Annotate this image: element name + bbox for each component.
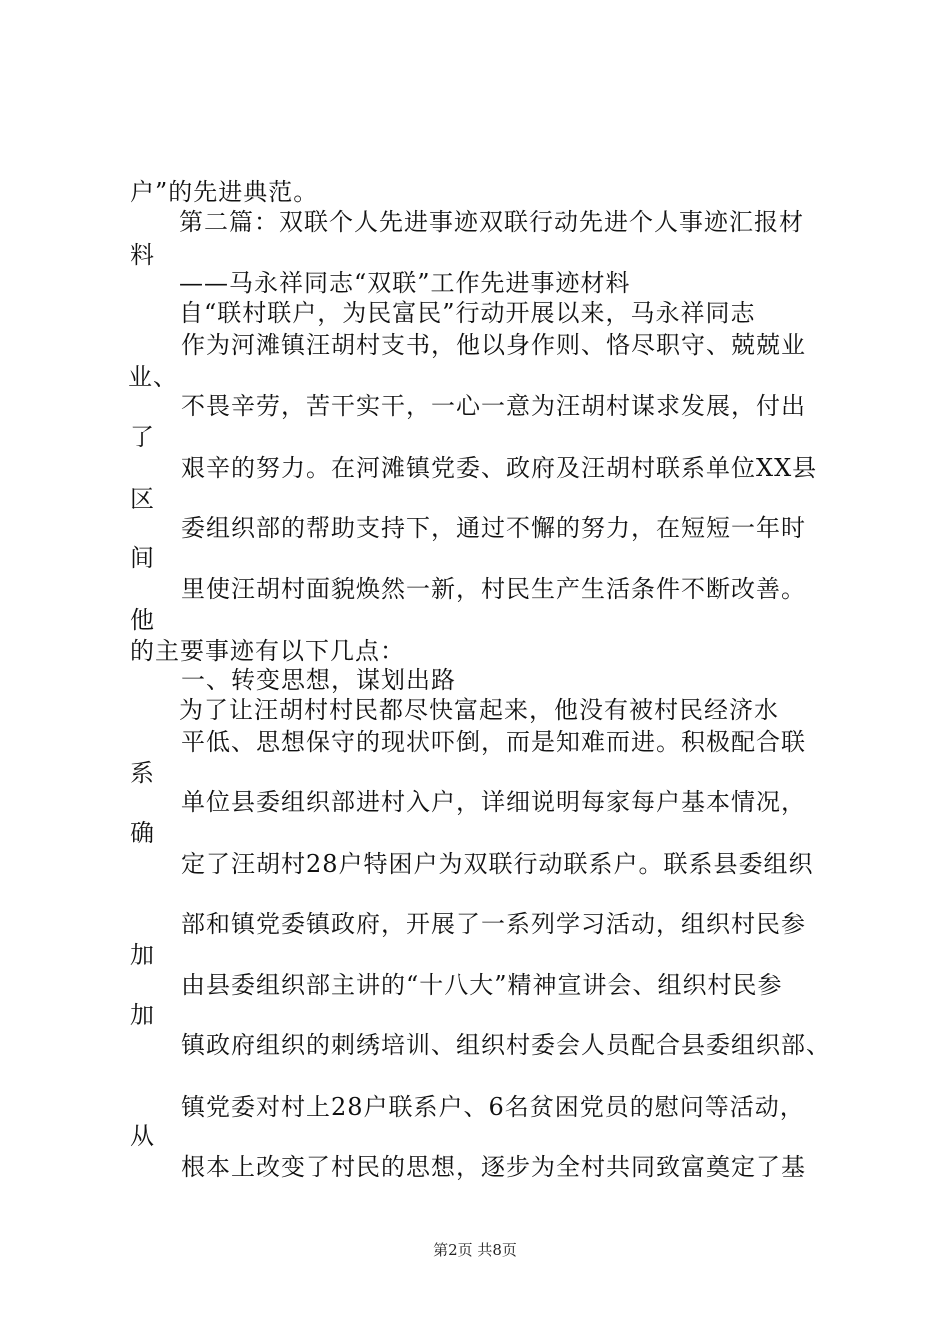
text-line: 里使汪胡村面貌焕然一新，村民生产生活条件不断改善。 [181,575,806,603]
text-line: 定了汪胡村28户特困户为双联行动联系户。联系县委组织 [181,850,814,878]
text-line: 部和镇党委镇政府，开展了一系列学习活动，组织村民参 [181,910,806,938]
text-line-wrap: 加 [130,941,155,969]
text-line-wrap: 业、 [128,363,178,391]
text-line-wrap: 了 [130,423,155,451]
subsection-heading: 一、转变思想，谋划出路 [181,666,456,694]
text-line: 自“联村联户，为民富民”行动开展以来，马永祥同志 [179,299,756,327]
text-line: 不畏辛劳，苦干实干，一心一意为汪胡村谋求发展，付出 [181,392,806,420]
text-line: 为了让汪胡村村民都尽快富起来，他没有被村民经济水 [179,696,779,724]
page-number-footer: 第2页 共8页 [433,1241,517,1259]
text-line: 作为河滩镇汪胡村支书，他以身作则、恪尽职守、兢兢业 [181,331,806,359]
text-line-wrap: 间 [130,544,155,572]
text-line-wrap: 区 [130,485,155,513]
section-heading-wrap: 料 [130,241,155,269]
text-line-wrap: 系 [130,759,155,787]
text-line-wrap: 加 [130,1001,155,1029]
text-line: 艰辛的努力。在河滩镇党委、政府及汪胡村联系单位XX县 [181,454,818,482]
text-line: 户”的先进典范。 [130,178,319,206]
text-line: 根本上改变了村民的思想，逐步为全村共同致富奠定了基 [181,1153,806,1181]
text-line-wrap: 从 [130,1122,155,1150]
text-line: 镇党委对村上28户联系户、6名贫困党员的慰问等活动， [181,1093,805,1121]
text-line: 单位县委组织部进村入户，详细说明每家每户基本情况， [181,788,806,816]
text-line: 平低、思想保守的现状吓倒，而是知难而进。积极配合联 [181,728,806,756]
text-line: 镇政府组织的刺绣培训、组织村委会人员配合县委组织部、 [181,1031,831,1059]
text-line-wrap: 他 [130,606,155,634]
section-heading-line: 第二篇：双联个人先进事迹双联行动先进个人事迹汇报材 [179,208,804,236]
text-line-wrap: 确 [130,819,155,847]
subtitle-line: ——马永祥同志“双联”工作先进事迹材料 [179,269,631,297]
text-line: 的主要事迹有以下几点： [130,637,405,665]
text-line: 委组织部的帮助支持下，通过不懈的努力，在短短一年时 [181,514,806,542]
text-line: 由县委组织部主讲的“十八大”精神宣讲会、组织村民参 [181,971,783,999]
